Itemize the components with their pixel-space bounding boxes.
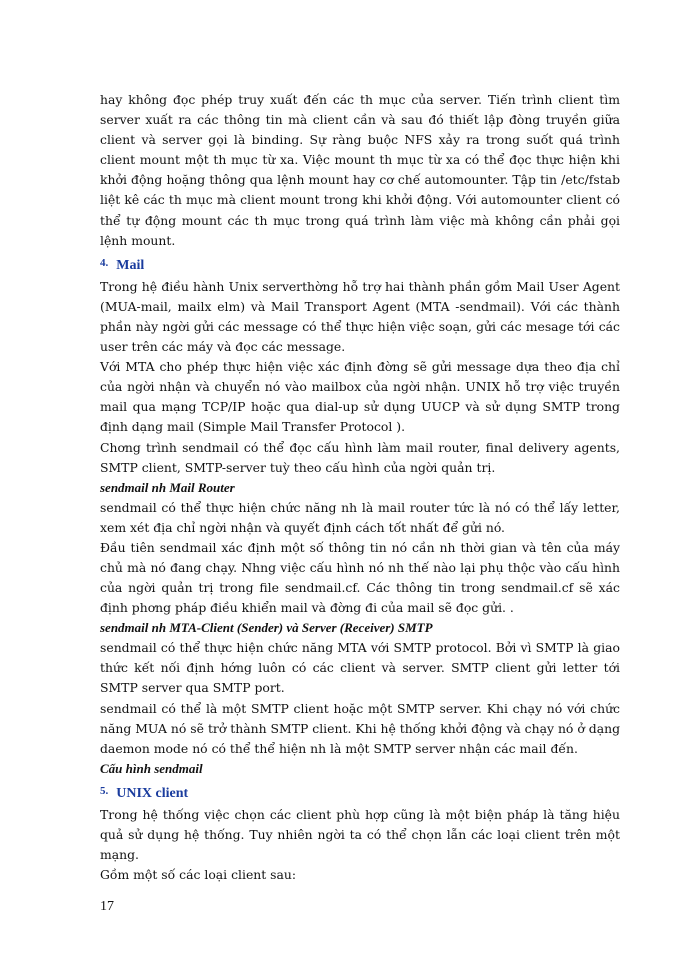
section-number: 4. <box>100 256 109 269</box>
paragraph-nfs-binding: hay không đọc phép truy xuất đến các th mục của server. Tiến trình client tìm server xuất ra các thông tin mà client cần và sau đó thiết lập đòng truyền giữa client và server gọi là binding. Sự ràng buộc NFS xảy ra trong suốt quá trình client mount một th mục từ xa. Việc mount th mục từ xa có thể đọc thực hiện khi khởi động hoặng thông qua lệnh mount hay cơ chế automounter. Tập tin /etc/fstab liệt kê các th mục mà client mount trong khi khởi động. Với automounter client có thể tự động mount các th mục trong quá trình làm việc mà không cần phải gọi lệnh mount. <box>100 92 620 248</box>
subheading-mail-router: sendmail nh Mail Router <box>100 479 235 495</box>
paragraph-mail-router: sendmail có thể thực hiện chức năng nh là mail router tức là nó có thể lấy letter, xem xét địa chỉ ngời nhận và quyết định cách tốt nhất để gửi nó. <box>100 499 620 535</box>
paragraph-sendmail-info: Đầu tiên sendmail xác định một số thông tin nó cần nh thời gian và tên của máy chủ mà nó đang chạy. Nhng việc cấu hình nó nh thế nào lại phụ thộc vào cấu hình của ngời quản trị trong file sendmail.cf. Các thông tin trong sendmail.cf sẽ xác định phơng pháp điều khiển mail và đờng đi của mail sẽ đọc gửi. . <box>100 539 620 616</box>
paragraph-client-types: Gồm một số các loại client sau: <box>100 867 297 883</box>
section-number: 5. <box>100 784 109 797</box>
section-heading-mail <box>100 254 620 275</box>
paragraph-client-choice: Trong hệ thống việc chọn các client phù hợp cũng là một biện pháp là tăng hiệu quả sử dụng hệ thống. Tuy nhiên ngời ta có thể chọn lẫn các loại client trên một mạng. <box>100 806 620 862</box>
section-title: Mail <box>116 257 145 273</box>
page-body <box>100 90 620 885</box>
section-title: UNIX client <box>116 785 189 801</box>
paragraph-mua-mta: Trong hệ điều hành Unix serverthờng hỗ trợ hai thành phần gồm Mail User Agent (MUA-mail, mailx elm) và Mail Transport Agent (MTA -sendmail). Với các thành phần này ngời gửi các message có thể thực hiện việc soạn, gửi các mesage tới các user trên các máy và đọc các message. <box>100 278 620 355</box>
subheading-sendmail-config: Cấu hình sendmail <box>100 760 203 776</box>
paragraph-mta-routing: Với MTA cho phép thực hiện việc xác định đờng sẽ gửi message dựa theo địa chỉ của ngời nhận và chuyển nó vào mailbox của ngời nhận. UNIX hỗ trợ việc truyền mail qua mạng TCP/IP hoặc qua dial-up sử dụng UUCP và sử dụng SMTP trong định dạng mail (Simple Mail Transfer Protocol ). <box>100 359 620 435</box>
paragraph-smtp-client-server: sendmail có thể là một SMTP client hoặc một SMTP server. Khi chạy nó với chức năng MUA nó sẽ trở thành SMTP client. Khi hệ thống khởi động và chạy nó ở dạng daemon mode nó có thể thể hiện nh là một SMTP server nhận các mail đến. <box>100 700 620 756</box>
subheading-mta-client-server: sendmail nh MTA-Client (Sender) và Server (Receiver) SMTP <box>100 620 433 636</box>
section-heading-unix-client <box>100 782 620 803</box>
paragraph-smtp-protocol: sendmail có thể thực hiện chức năng MTA với SMTP protocol. Bởi vì SMTP là giao thức kết nối định hớng luôn có các client và server. SMTP client gửi letter tới SMTP server qua SMTP port. <box>100 640 620 696</box>
paragraph-sendmail-config: Chơng trình sendmail có thể đọc cấu hình làm mail router, final delivery agents, SMTP client, SMTP-server tuỳ theo cấu hình của ngời quản trị. <box>100 439 620 475</box>
page-number: 17 <box>100 899 114 914</box>
